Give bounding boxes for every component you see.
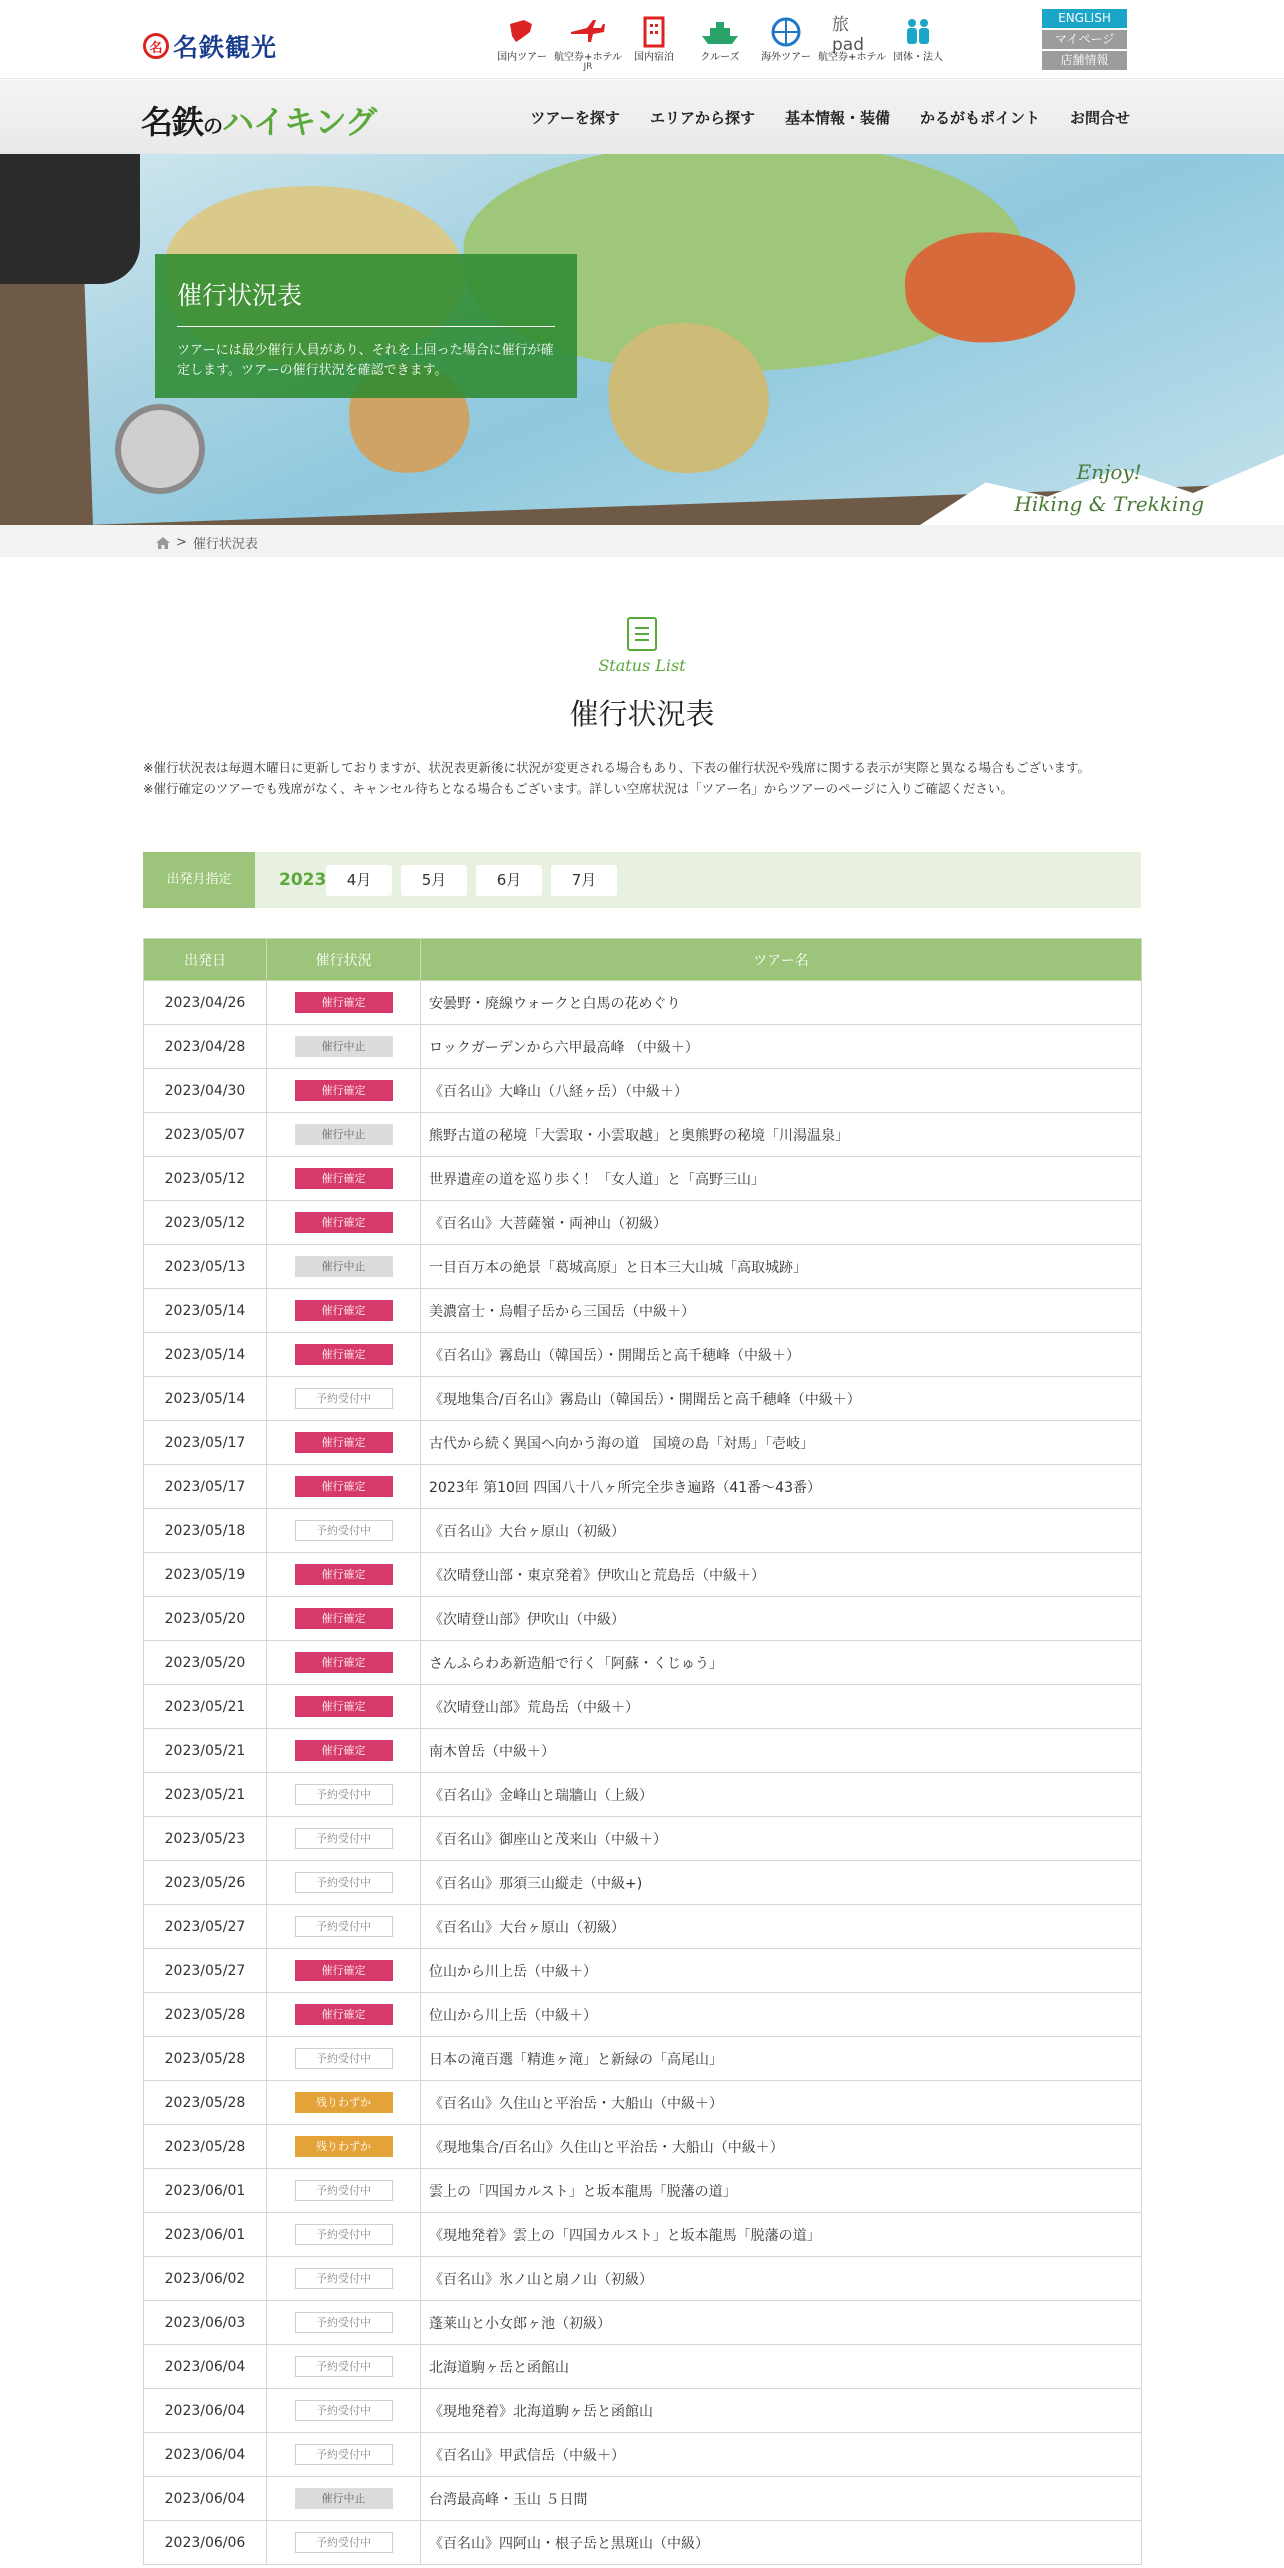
departure-date: 2023/04/28 [144,1025,267,1069]
tour-name-link[interactable]: 《百名山》御座山と茂来山（中級＋） [421,1817,1142,1861]
status-badge: 予約受付中 [295,2400,393,2421]
tabipad-icon [832,14,872,55]
status-cell [267,1509,421,1553]
nav-domestic-stay[interactable] [622,14,686,72]
departure-date: 2023/05/20 [144,1597,267,1641]
hiking-menu [530,107,1130,128]
menu-tour-search[interactable]: ツアーを探す [530,109,620,127]
table-row [144,2081,1142,2125]
table-row [144,1993,1142,2037]
departure-date: 2023/06/04 [144,2389,267,2433]
top-nav-label: 航空券+ホテル [554,52,622,63]
tour-name-link[interactable]: 台湾最高峰・玉山 ５日間 [421,2477,1142,2521]
status-cell [267,2169,421,2213]
status-list-icon [627,617,657,651]
tour-name-link[interactable]: 美濃富士・烏帽子岳から三国岳（中級＋） [421,1289,1142,1333]
departure-date: 2023/05/12 [144,1157,267,1201]
status-badge: 予約受付中 [295,2356,393,2377]
status-cell [267,1773,421,1817]
status-cell [267,1113,421,1157]
departure-date: 2023/06/04 [144,2433,267,2477]
quick-links [1042,9,1127,72]
tour-name-link[interactable]: 《百名山》金峰山と瑞牆山（上級） [421,1773,1142,1817]
tour-name-link[interactable]: 2023年 第10回 四国八十八ヶ所完全歩き遍路（41番～43番） [421,1465,1142,1509]
hiking-logo-part2: の [203,114,223,138]
filter-year: 2023 [279,870,327,890]
top-nav-label: 国内ツアー [497,52,547,63]
tour-name-link[interactable]: 一目百万本の絶景「葛城高原」と日本三大山城「高取城跡」 [421,1245,1142,1289]
status-badge: 催行確定 [295,1960,393,1981]
note-2: ※催行確定のツアーでも残席がなく、キャンセル待ちとなる場合もございます。詳しい空席状況は「ツアー名」からツアーのページに入りご確認ください。 [143,781,1013,796]
table-row [144,1465,1142,1509]
status-badge: 予約受付中 [295,1388,393,1409]
status-cell [267,1421,421,1465]
status-badge: 催行中止 [295,1256,393,1277]
status-badge: 予約受付中 [295,2268,393,2289]
departure-date: 2023/05/28 [144,2125,267,2169]
tour-name-link[interactable]: 《現地発着》雲上の「四国カルスト」と坂本龍馬「脱藩の道」 [421,2213,1142,2257]
table-row [144,2521,1142,2565]
status-badge: 催行確定 [295,1564,393,1585]
departure-date: 2023/05/28 [144,2081,267,2125]
tour-name-link[interactable]: 《百名山》大台ヶ原山（初級） [421,1509,1142,1553]
table-row [144,1553,1142,1597]
table-row [144,2037,1142,2081]
status-cell [267,2037,421,2081]
tour-name-link[interactable]: 日本の滝百選「精進ヶ滝」と新緑の「高尾山」 [421,2037,1142,2081]
table-body [144,981,1142,2565]
top-nav [490,14,952,72]
departure-date: 2023/06/06 [144,2521,267,2565]
status-cell [267,1597,421,1641]
status-cell [267,2125,421,2169]
status-badge: 予約受付中 [295,2224,393,2245]
table-row [144,2389,1142,2433]
departure-date: 2023/05/21 [144,1685,267,1729]
status-cell [267,2345,421,2389]
status-badge: 催行中止 [295,2488,393,2509]
departure-date: 2023/05/14 [144,1333,267,1377]
breadcrumb [0,525,1284,557]
status-cell [267,1861,421,1905]
table-row [144,1201,1142,1245]
tour-name-link[interactable]: 蓬莱山と小女郎ヶ池（初級） [421,2301,1142,2345]
tour-name-link[interactable]: 《百名山》大菩薩嶺・両神山（初級） [421,1201,1142,1245]
home-icon[interactable] [156,537,170,549]
departure-date: 2023/05/26 [144,1861,267,1905]
status-badge: 残りわずか [295,2136,393,2157]
table-row [144,2213,1142,2257]
status-badge: 催行確定 [295,1608,393,1629]
hero-tagline [1014,456,1204,520]
top-nav-label: 航空券+ホテル [818,52,886,63]
table-row [144,1597,1142,1641]
hero-description: ツアーには最少催行人員があり、それを上回った場合に催行が確定します。ツアーの催行状況を確認できます。 [177,343,554,378]
departure-date: 2023/05/12 [144,1201,267,1245]
hero-banner [0,154,1284,525]
status-cell [267,1289,421,1333]
tour-name-link[interactable]: 《次晴登山部》荒島岳（中級＋） [421,1685,1142,1729]
nav-tabipad[interactable] [820,14,884,72]
status-cell [267,1069,421,1113]
top-nav-label: 海外ツアー [761,52,811,63]
tour-name-link[interactable]: 熊野古道の秘境「大雲取・小雲取越」と奥熊野の秘境「川湯温泉」 [421,1113,1142,1157]
table-row [144,2301,1142,2345]
table-row [144,981,1142,1025]
header-status: 催行状況 [267,939,421,981]
menu-area-search[interactable]: エリアから探す [649,109,755,127]
table-row [144,1289,1142,1333]
cruise-ship-icon [700,14,740,50]
filter-label: 出発月指定 [143,852,255,908]
table-row [144,1113,1142,1157]
tour-name-link[interactable]: 安曇野・廃線ウォークと白馬の花めぐり [421,981,1142,1025]
status-cell [267,2433,421,2477]
top-bar [0,0,1284,79]
table-row [144,1685,1142,1729]
departure-date: 2023/04/30 [144,1069,267,1113]
status-cell [267,2213,421,2257]
tour-name-link[interactable]: 《次晴登山部》伊吹山（中級） [421,1597,1142,1641]
status-badge: 催行確定 [295,1168,393,1189]
table-row [144,1641,1142,1685]
tour-name-link[interactable]: 《現地集合/百名山》久住山と平治岳・大船山（中級＋） [421,2125,1142,2169]
departure-date: 2023/06/03 [144,2301,267,2345]
status-badge: 予約受付中 [295,1872,393,1893]
month-button-jun[interactable]: 6月 [476,865,542,896]
status-cell [267,2081,421,2125]
watch-image [115,404,205,494]
top-nav-sublabel: JR [583,62,593,72]
table-row [144,2169,1142,2213]
status-badge: 催行確定 [295,1696,393,1717]
departure-date: 2023/06/04 [144,2477,267,2521]
status-badge: 催行確定 [295,1300,393,1321]
status-cell [267,1685,421,1729]
status-badge: 残りわずか [295,2092,393,2113]
notes [143,757,1141,799]
camera-image [0,154,140,284]
status-cell [267,1817,421,1861]
table-row [144,1509,1142,1553]
status-cell [267,1641,421,1685]
status-badge: 催行確定 [295,1476,393,1497]
table-row [144,1817,1142,1861]
status-badge: 予約受付中 [295,2180,393,2201]
tour-name-link[interactable]: 雲上の「四国カルスト」と坂本龍馬「脱藩の道」 [421,2169,1142,2213]
table-row [144,1421,1142,1465]
status-cell [267,1377,421,1421]
group-people-icon [898,14,938,50]
status-cell [267,981,421,1025]
hero-text-box [155,254,577,398]
status-badge: 予約受付中 [295,1916,393,1937]
tour-name-link[interactable]: 《現地集合/百名山》霧島山（韓国岳）・開聞岳と高千穂峰（中級＋） [421,1377,1142,1421]
status-badge: 催行確定 [295,992,393,1013]
tour-name-link[interactable]: 《百名山》那須三山縦走（中級+) [421,1861,1142,1905]
status-badge: 催行確定 [295,1740,393,1761]
departure-date: 2023/04/26 [144,981,267,1025]
departure-date: 2023/05/17 [144,1421,267,1465]
table-row [144,2345,1142,2389]
tour-name-link[interactable]: 《百名山》氷ノ山と扇ノ山（初級） [421,2257,1142,2301]
breadcrumb-separator: > [176,535,187,550]
table-row [144,2433,1142,2477]
status-badge: 予約受付中 [295,2312,393,2333]
tour-name-link[interactable]: 《百名山》大峰山（八経ヶ岳）（中級＋） [421,1069,1142,1113]
table-row [144,1377,1142,1421]
table-row [144,1157,1142,1201]
status-badge: 予約受付中 [295,1784,393,1805]
menu-contact[interactable]: お問合せ [1069,109,1130,127]
departure-date: 2023/05/23 [144,1817,267,1861]
table-row [144,1245,1142,1289]
status-cell [267,2477,421,2521]
departure-date: 2023/06/01 [144,2169,267,2213]
month-button-apr[interactable]: 4月 [326,865,392,896]
departure-date: 2023/05/21 [144,1773,267,1817]
table-row [144,1861,1142,1905]
status-cell [267,1245,421,1289]
top-nav-label: 団体・法人 [893,52,943,63]
table-header-row [144,939,1142,981]
tour-name-link[interactable]: 古代から続く異国へ向かう海の道 国境の島「対馬」「壱岐」 [421,1421,1142,1465]
month-button-jul[interactable]: 7月 [551,865,617,896]
tour-name-link[interactable]: 《百名山》甲武信岳（中級＋） [421,2433,1142,2477]
hotel-building-icon [634,14,674,50]
departure-date: 2023/06/02 [144,2257,267,2301]
month-button-may[interactable]: 5月 [401,865,467,896]
status-badge: 予約受付中 [295,2532,393,2553]
departure-date: 2023/05/18 [144,1509,267,1553]
departure-date: 2023/05/27 [144,1905,267,1949]
menu-basics-gear[interactable]: 基本情報・装備 [784,109,890,127]
brand-mark-icon: 名 [143,33,169,59]
status-cell [267,2257,421,2301]
hiking-logo-part1: 名鉄 [141,103,204,141]
status-badge: 催行確定 [295,1212,393,1233]
status-badge: 予約受付中 [295,2048,393,2069]
tour-name-link[interactable]: ロックガーデンから六甲最高峰 （中級＋） [421,1025,1142,1069]
header-tour-name: ツアー名 [421,939,1142,981]
nav-overseas-tour[interactable] [754,14,818,72]
table-row [144,2477,1142,2521]
brand-text: 名鉄観光 [173,33,278,62]
hero-title: 催行状況表 [177,276,555,327]
departure-date: 2023/05/28 [144,2037,267,2081]
status-badge: 催行確定 [295,1652,393,1673]
tour-name-link[interactable]: 《百名山》大台ヶ原山（初級） [421,1905,1142,1949]
menu-karugamo-point[interactable]: かるがもポイント [919,109,1040,127]
status-cell [267,1949,421,1993]
hiking-nav-bar [0,80,1284,154]
tour-name-link[interactable]: 北海道駒ヶ岳と函館山 [421,2345,1142,2389]
departure-date: 2023/05/17 [144,1465,267,1509]
tour-name-link[interactable]: 《現地発着》北海道駒ヶ岳と函館山 [421,2389,1142,2433]
status-cell [267,2389,421,2433]
table-row [144,1333,1142,1377]
note-1: ※催行状況表は毎週木曜日に更新しておりますが、状況表更新後に状況が変更される場合もあり、下表の催行状況や残席に関する表示が実際と異なる場合もございます。 [143,760,1090,775]
table-row [144,1949,1142,1993]
table-row [144,1025,1142,1069]
airplane-hotel-icon [568,14,608,50]
status-badge: 催行確定 [295,1080,393,1101]
status-cell [267,2301,421,2345]
departure-date: 2023/05/27 [144,1949,267,1993]
departure-date: 2023/06/01 [144,2213,267,2257]
status-cell [267,1729,421,1773]
status-cell [267,1465,421,1509]
hero-tagline-line1: Enjoy! [1076,460,1142,484]
hiking-logo-part3: ハイキング [222,103,377,141]
english-link[interactable]: ENGLISH [1042,9,1127,28]
tour-name-link[interactable]: 《百名山》霧島山（韓国岳）・開聞岳と高千穂峰（中級＋） [421,1333,1142,1377]
departure-date: 2023/06/04 [144,2345,267,2389]
nav-air-hotel-jr[interactable] [556,14,620,72]
status-cell [267,1333,421,1377]
hiking-logo[interactable] [141,97,376,143]
section-en-title: Status List [598,656,686,675]
table-row [144,1729,1142,1773]
mypage-link[interactable]: マイページ [1042,30,1127,49]
hero-tagline-line2: Hiking & Trekking [1014,492,1204,516]
tabipad-text: 旅pad [832,14,864,55]
status-cell [267,1905,421,1949]
nav-group-corporate[interactable] [886,14,950,72]
status-cell [267,1157,421,1201]
status-badge: 予約受付中 [295,1828,393,1849]
top-nav-label: クルーズ [700,52,740,63]
status-cell [267,1201,421,1245]
departure-date: 2023/05/14 [144,1377,267,1421]
table-row [144,2257,1142,2301]
tour-name-link[interactable]: 位山から川上岳（中級＋） [421,1949,1142,1993]
tour-name-link[interactable]: 位山から川上岳（中級＋） [421,1993,1142,2037]
status-badge: 催行確定 [295,1344,393,1365]
table-row [144,1905,1142,1949]
nav-cruise[interactable] [688,14,752,72]
status-badge: 催行中止 [295,1036,393,1057]
status-badge: 予約受付中 [295,2444,393,2465]
meitetsu-kanko-logo[interactable] [143,28,277,64]
status-badge: 催行確定 [295,2004,393,2025]
globe-icon [766,14,806,50]
nav-domestic-tour[interactable] [490,14,554,72]
tour-name-link[interactable]: 《次晴登山部・東京発着》伊吹山と荒島岳（中級＋） [421,1553,1142,1597]
japan-map-icon [502,14,542,50]
table-row [144,2125,1142,2169]
header-date: 出発日 [144,939,267,981]
departure-date: 2023/05/13 [144,1245,267,1289]
tour-name-link[interactable]: 世界遺産の道を巡り歩く！「女人道」と「高野三山」 [421,1157,1142,1201]
tour-name-link[interactable]: 南木曽岳（中級＋） [421,1729,1142,1773]
page-title: 催行状況表 [569,697,715,731]
status-cell [267,2521,421,2565]
table-row [144,1773,1142,1817]
departure-date: 2023/05/28 [144,1993,267,2037]
table-row [144,1069,1142,1113]
status-cell [267,1553,421,1597]
status-badge: 予約受付中 [295,1520,393,1541]
status-table [143,938,1142,2565]
tour-name-link[interactable]: さんふらわあ新造船で行く「阿蘇・くじゅう」 [421,1641,1142,1685]
breadcrumb-current: 催行状況表 [192,537,258,552]
top-nav-label: 国内宿泊 [634,52,674,63]
status-badge: 催行確定 [295,1432,393,1453]
departure-date: 2023/05/19 [144,1553,267,1597]
status-cell [267,1993,421,2037]
departure-date: 2023/05/07 [144,1113,267,1157]
departure-date: 2023/05/21 [144,1729,267,1773]
store-info-link[interactable]: 店舗情報 [1042,51,1127,70]
status-cell [267,1025,421,1069]
departure-date: 2023/05/14 [144,1289,267,1333]
tour-name-link[interactable]: 《百名山》久住山と平治岳・大船山（中級＋） [421,2081,1142,2125]
departure-date: 2023/05/20 [144,1641,267,1685]
tour-name-link[interactable]: 《百名山》四阿山・根子岳と黒斑山（中級） [421,2521,1142,2565]
month-filter [143,852,1141,908]
status-badge: 催行中止 [295,1124,393,1145]
